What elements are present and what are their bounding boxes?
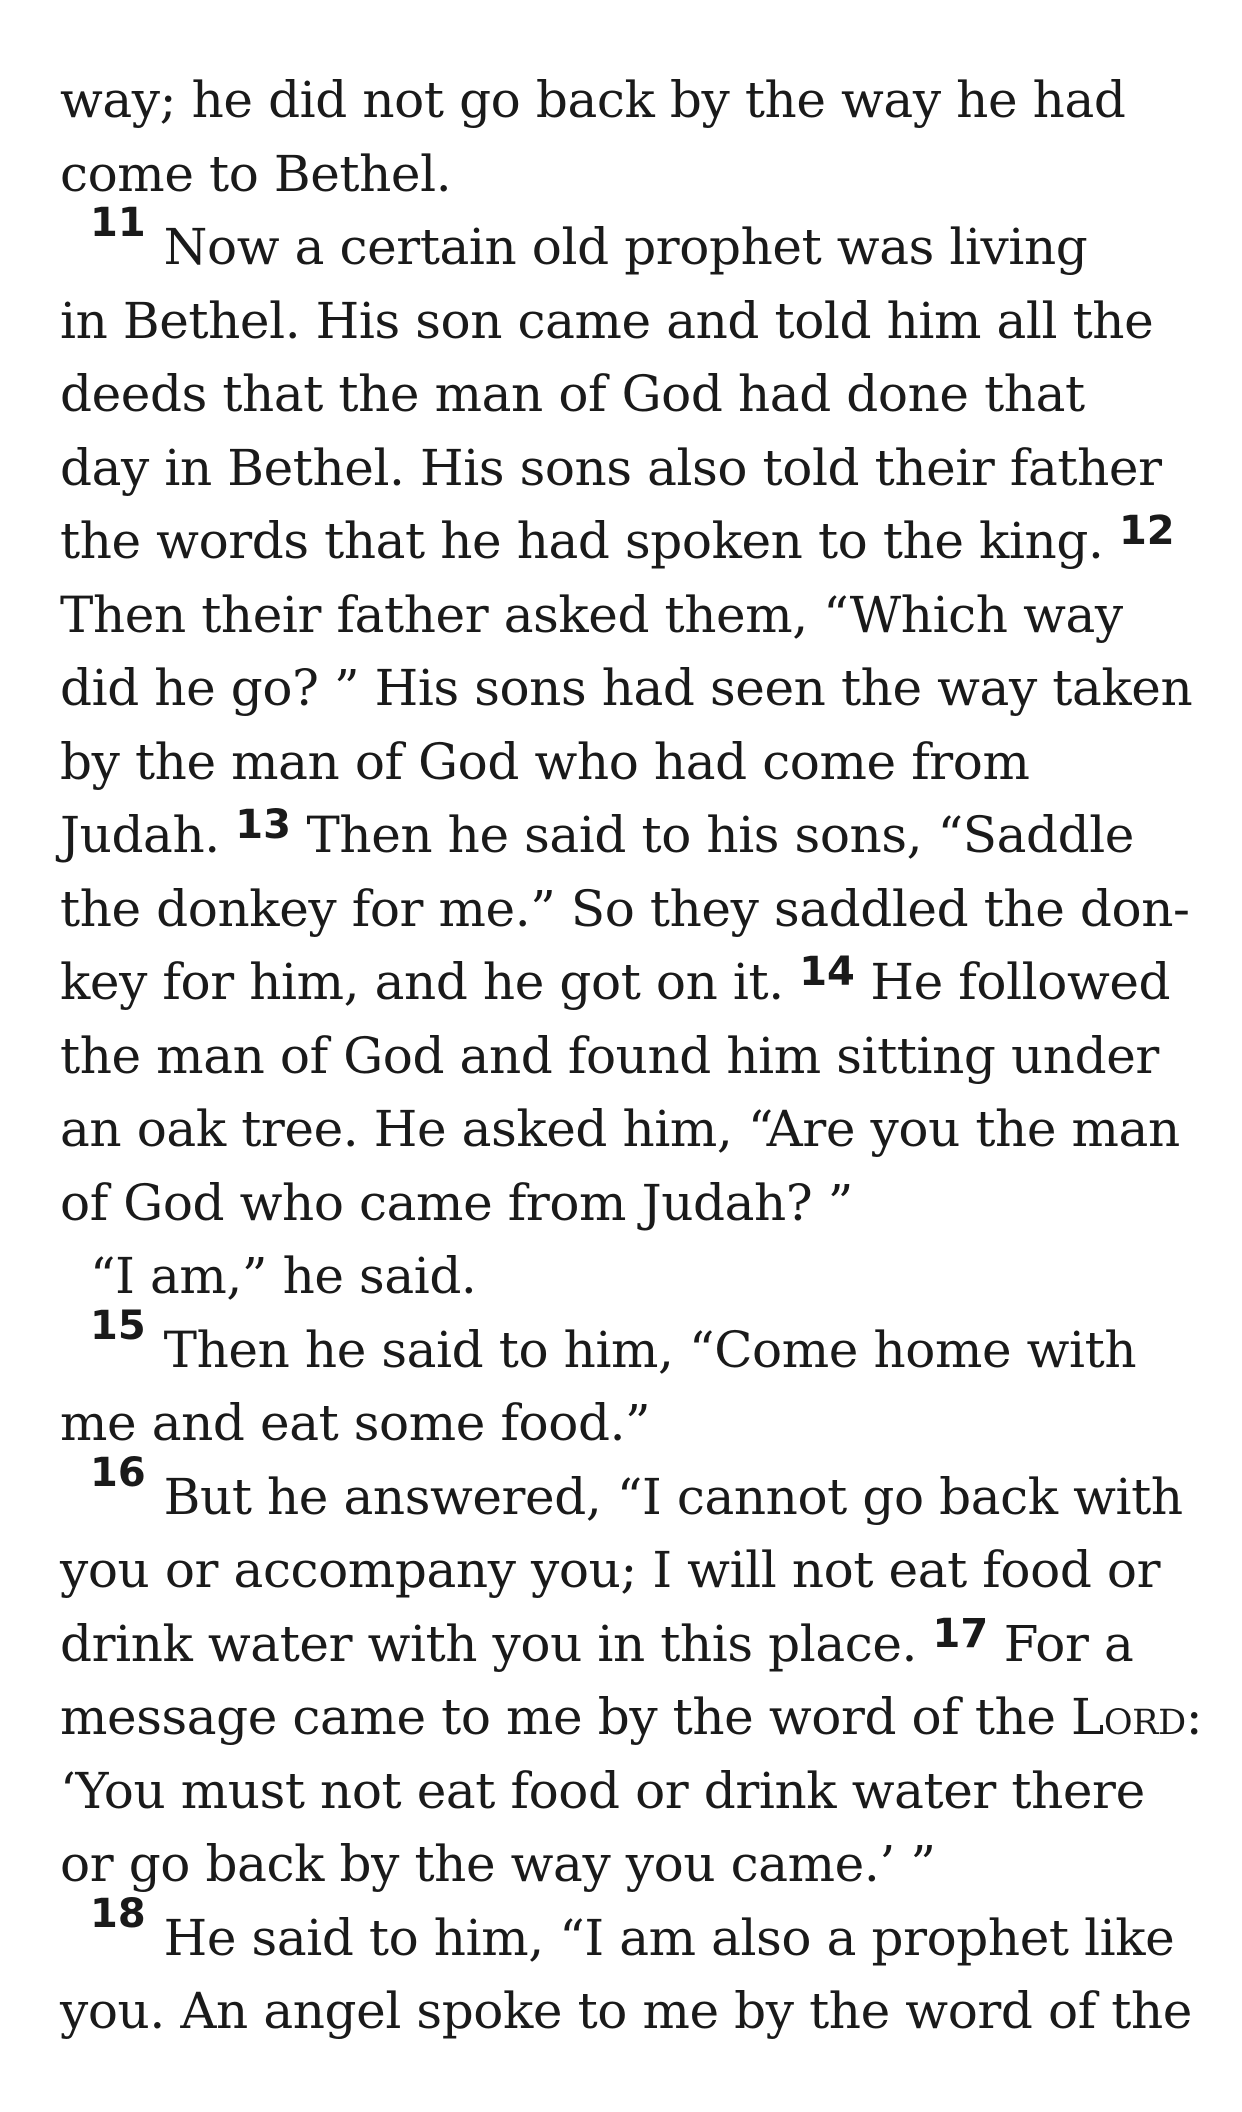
divine-name: Lord [1071,1688,1186,1746]
verse-text: key for him, and he got on it. [60,953,784,1011]
verse-text: Then he said to his sons, “Saddle [306,806,1134,864]
verse-text: Then he said to him, “Come home with [163,1320,1137,1379]
text-line [60,1975,1190,2049]
verse-number[interactable]: 16 [90,1449,146,1496]
text-line [60,652,1193,726]
verse-text: : [1185,1688,1203,1746]
verse-15 [60,1302,1190,1388]
verse-number[interactable]: 18 [90,1890,146,1937]
verse-text: But he answered, “I cannot go back with [163,1467,1183,1526]
verse-text: ‘You must not eat food or drink water there [60,1761,1145,1820]
text-line [60,1240,1190,1314]
verse-text: drink water with you in this place. [60,1614,918,1673]
verse-text: the donkey for me.” So they saddled the don- [60,879,1190,938]
verse-text: message came to me by the word of the [60,1688,1056,1746]
verse-number[interactable]: 12 [1118,508,1175,554]
verse-number[interactable]: 14 [799,949,855,995]
text-line [60,358,1190,432]
verse-text: Now a certain old prophet was living [163,218,1088,276]
verse-text: Judah. [60,806,220,864]
text-line [60,579,1190,653]
verse-text: deeds that the man of God had done that [60,365,1085,423]
text-line [60,138,1190,212]
verse-text: the words that he had spoken to the king. [60,512,1104,570]
text-line [60,726,1190,800]
verse-text: come to Bethel. [60,144,452,203]
verse-text: did he go? ” His sons had seen the way taken [60,659,1193,717]
verse-text: “I am,” he said. [90,1247,477,1305]
verse-number[interactable]: 17 [932,1610,989,1657]
text-line [60,1755,1190,1829]
scripture-reader [60,64,1203,2049]
verse-text: He said to him, “I am also a prophet like [163,1908,1175,1967]
text-line [60,1608,1190,1682]
verse-text: day in Bethel. His sons also told their father [60,438,1162,497]
verse-16 [60,1449,1190,1535]
verse-text: by the man of God who had come from [60,732,1030,791]
verse-text: me and eat some food.” [60,1394,651,1452]
text-line [60,799,1190,873]
verse-text: way; he did not go back by the way he had [60,71,1126,129]
text-line [60,505,1190,579]
verse-text: an oak tree. He asked him, “Are you the man [60,1100,1180,1158]
text-line [60,64,1190,138]
text-line [60,1167,1190,1241]
text-line [60,1093,1190,1167]
text-line [60,1387,1190,1461]
text-line [60,946,1190,1020]
text-line [60,873,1190,947]
verse-text: For a [1003,1614,1134,1673]
verse-number[interactable]: 11 [90,200,146,246]
verse-text: you. An angel spoke to me by the word of the [60,1982,1192,2040]
verse-text: the man of God and found him sitting under [60,1026,1159,1085]
verse-text: or go back by the way you came.’ ” [60,1835,936,1893]
verse-text: Then their father asked them, “Which way [60,585,1123,644]
verse-text: of God who came from Judah? ” [60,1173,853,1232]
verse-18 [60,1890,1190,1976]
text-line [60,432,1190,506]
verse-11 [60,200,1190,285]
verse-text: in Bethel. His son came and told him all the [60,291,1154,350]
text-line [60,285,1190,359]
verse-text: you or accompany you; I will not eat food or [60,1541,1161,1599]
verse-text: He followed [870,953,1171,1011]
verse-number[interactable]: 15 [90,1302,146,1349]
text-line [60,1828,1190,1902]
text-line [60,1681,1203,1755]
text-line [60,1534,1190,1608]
verse-number[interactable]: 13 [235,802,291,848]
text-line [60,1020,1190,1094]
